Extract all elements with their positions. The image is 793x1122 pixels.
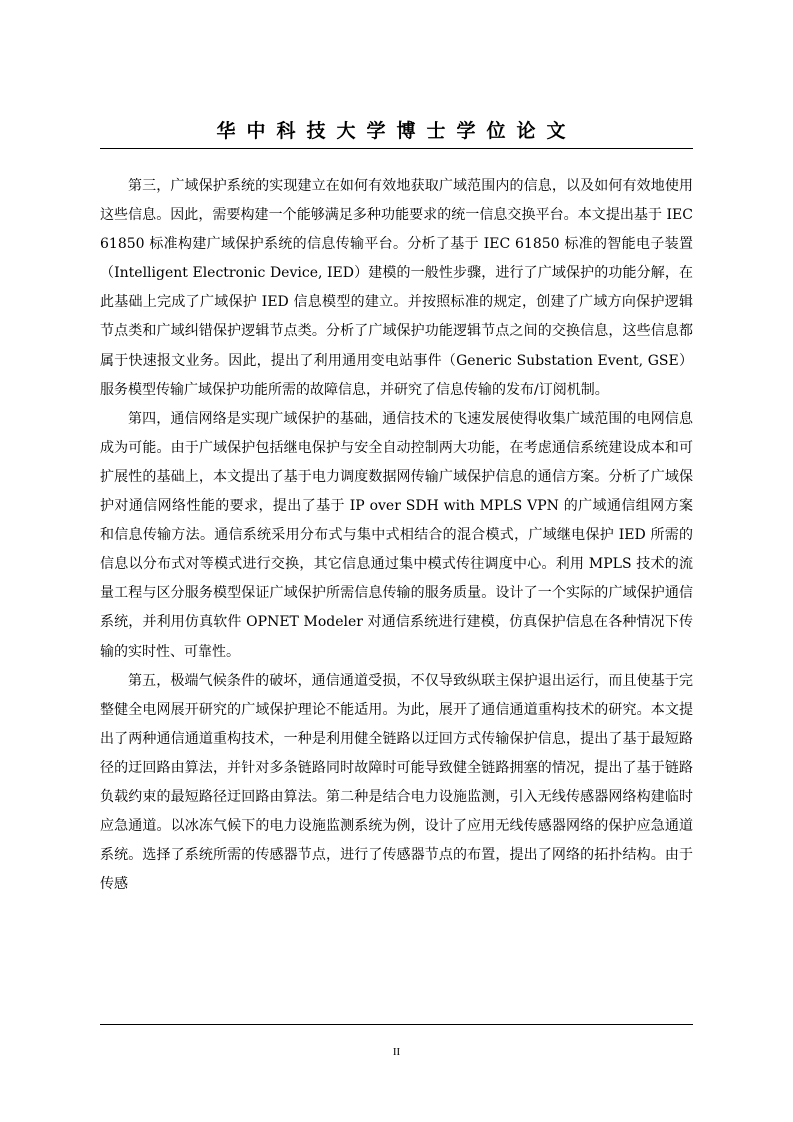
paragraph-fifth: 第五，极端气候条件的破坏，通信通道受损，不仅导致纵联主保护退出运行，而且使基于完整健全电网展开研究的广域保护理论不能适用。为此，展开了通信通道重构技术的研究。本文提出了两种通信通道重构技术，一种是利用健全链路以迂回方式传输保护信息，提出了基于最短路径的迂回路由算法，并针对多条链路同时故障时可能导致健全链路拥塞的情况，提出了基于链路负载约束的最短路径迂回路由算法。第二种是结合电力设施监测，引入无线传感器网络构建临时应急通道。以冰冻气候下的电力设施监测系统为例，设计了应用无线传感器网络的保护应急通道系统。选择了系统所需的传感器节点，进行了传感器节点的布置，提出了网络的拓扑结构。由于传感 [100,672,693,893]
footer-divider [100,1024,693,1025]
page-header-title: 华中科技大学博士学位论文 [216,120,577,142]
page-number: II [392,1046,401,1058]
header-divider [100,148,693,149]
body-text [100,172,693,899]
paragraph-third: 第三，广域保护系统的实现建立在如何有效地获取广域范围内的信息，以及如何有效地使用这些信息。因此，需要构建一个能够满足多种功能要求的统一信息交换平台。本文提出基于 IEC 61850 标准构建广域保护系统的信息传输平台。分析了基于 IEC 61850 标准的智能电子装置（Intelligent Electronic Device, IED）建模的一般性步骤，进行了广域保护的功能分解，在此基础上完成了广域保护 IED 信息模型的建立。并按照标准的规定，创建了广域方向保护逻辑节点类和广域纠错保护逻辑节点类。分析了广域保护功能逻辑节点之间的交换信息，这些信息都属于快速报文业务。因此，提出了利用通用变电站事件（Generic Substation Event, GSE）服务模型传输广域保护功能所需的故障信息，并研究了信息传输的发布/订阅机制。 [100,178,693,398]
paragraph-fourth: 第四，通信网络是实现广域保护的基础，通信技术的飞速发展使得收集广域范围的电网信息成为可能。由于广域保护包括继电保护与安全自动控制两大功能，在考虑通信系统建设成本和可扩展性的基础上，本文提出了基于电力调度数据网传输广域保护信息的通信方案。分析了广域保护对通信网络性能的要求，提出了基于 IP over SDH with MPLS VPN 的广域通信组网方案和信息传输方法。通信系统采用分布式与集中式相结合的混合模式，广域继电保护 IED 所需的信息以分布式对等模式进行交换，其它信息通过集中模式传往调度中心。利用 MPLS 技术的流量工程与区分服务模型保证广域保护所需信息传输的服务质量。设计了一个实际的广域保护通信系统，并利用仿真软件 OPNET Modeler 对通信系统进行建模，仿真保护信息在各种情况下传输的实时性、可靠性。 [100,410,693,660]
